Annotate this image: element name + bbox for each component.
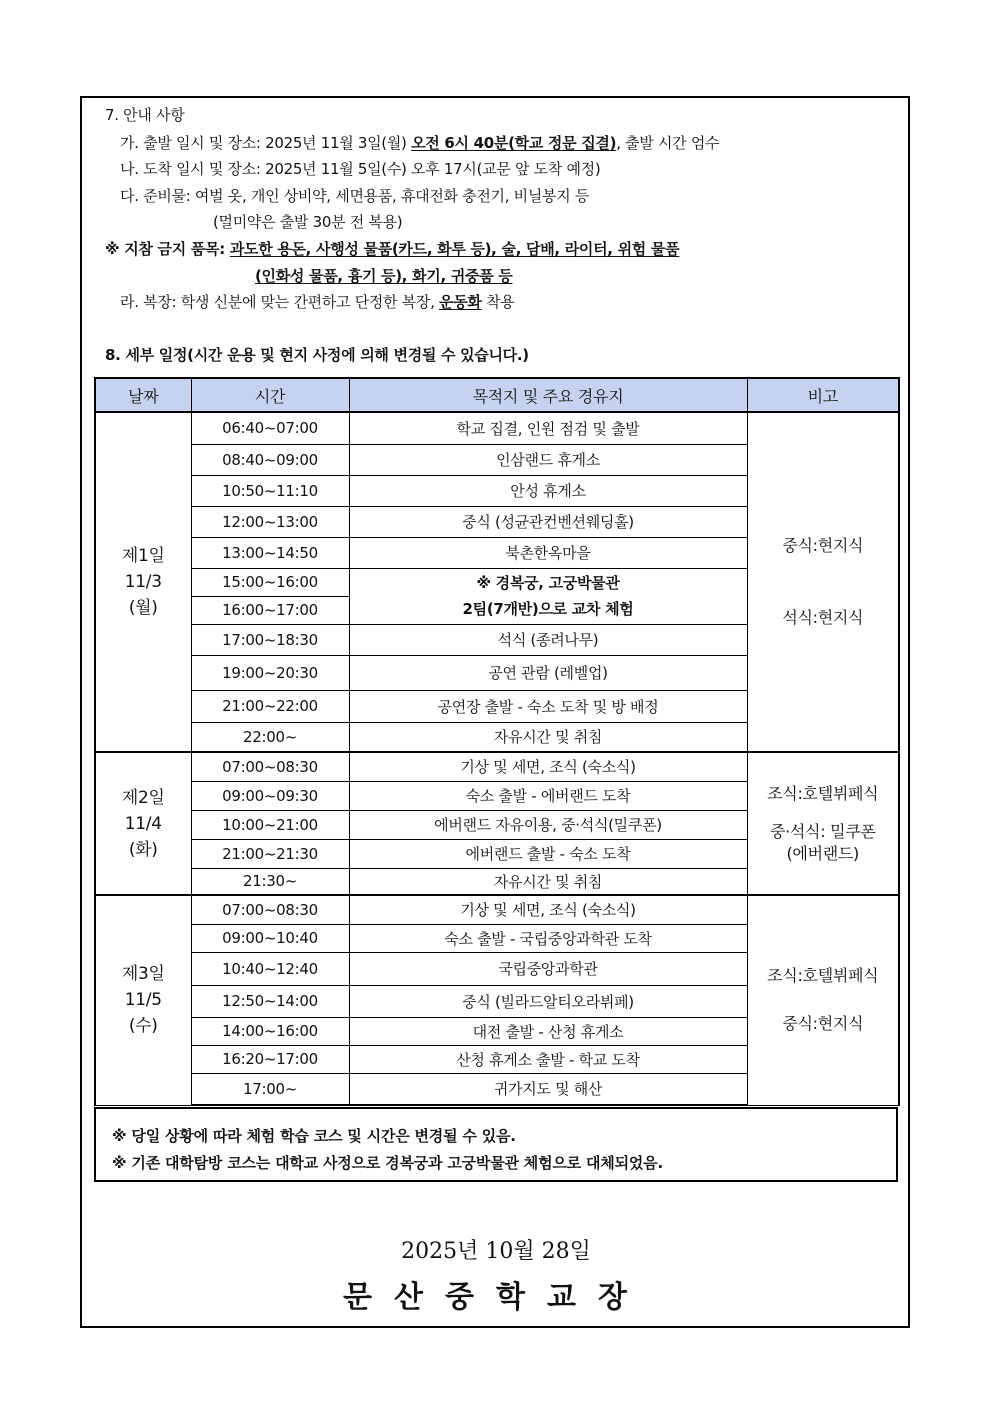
time-cell: 21:00~22:00 xyxy=(191,690,349,722)
header-note: 비고 xyxy=(747,378,899,412)
time-cell: 12:50~14:00 xyxy=(191,985,349,1017)
time-cell: 19:00~20:30 xyxy=(191,655,349,690)
time-cell: 09:00~10:40 xyxy=(191,924,349,952)
banned-items-line1 xyxy=(105,240,679,258)
day-number: 제1일 xyxy=(121,546,165,566)
time-cell: 21:00~21:30 xyxy=(191,839,349,868)
place-cell: 공연 관람 (레벨업) xyxy=(349,655,747,690)
place-cell: 숙소 출발 - 에버랜드 도착 xyxy=(349,781,747,810)
place-cell: 기상 및 세면, 조식 (숙소식) xyxy=(349,752,747,781)
place-cell: 인삼랜드 휴게소 xyxy=(349,444,747,475)
banned-items-label: ※ 지참 금지 품목: xyxy=(105,240,230,258)
time-cell: 06:40~07:00 xyxy=(191,412,349,444)
dress-code-suffix: 착용 xyxy=(481,293,515,311)
time-cell: 07:00~08:30 xyxy=(191,895,349,924)
place-cell: 자유시간 및 취침 xyxy=(349,868,747,895)
note-line: 중식:현지식 xyxy=(782,536,864,555)
table-row xyxy=(95,895,899,924)
place-cell: 국립중앙과학관 xyxy=(349,952,747,985)
footnote: ※ 기존 대학탐방 코스는 대학교 사정으로 경복궁과 고궁박물관 체험으로 대체되었음. xyxy=(112,1154,663,1172)
footnote: ※ 당일 상황에 따라 체험 학습 코스 및 시간은 변경될 수 있음. xyxy=(112,1127,516,1145)
supplies-info: 다. 준비물: 여벌 옷, 개인 상비약, 세면용품, 휴대전화 충전기, 비닐봉지 등 xyxy=(120,187,590,205)
departure-time-emphasis: 오전 6시 40분(학교 정문 집결) xyxy=(411,134,617,152)
place-cell: 북촌한옥마을 xyxy=(349,537,747,568)
place-cell: 에버랜드 자유이용, 중·석식(밀쿠폰) xyxy=(349,810,747,839)
day-date: 11/3 xyxy=(124,572,162,592)
time-cell: 21:30~ xyxy=(191,868,349,895)
place-cell: 귀가지도 및 해산 xyxy=(349,1073,747,1105)
header-date: 날짜 xyxy=(95,378,191,412)
departure-prefix: 가. 출발 일시 및 장소: 2025년 11월 3일(월) xyxy=(120,134,412,152)
arrival-info: 나. 도착 일시 및 장소: 2025년 11월 5일(수) 오후 17시(교문 앞 도착 예정) xyxy=(120,160,601,178)
section7-title: 7. 안내 사항 xyxy=(105,106,185,124)
place-cell: 산청 휴게소 출발 - 학교 도착 xyxy=(349,1045,747,1073)
day-cell xyxy=(95,412,191,752)
banned-items-line2: (인화성 물품, 흉기 등), 화기, 귀중품 등 xyxy=(255,267,513,285)
note-cell xyxy=(747,412,899,752)
note-line: 조식:호텔뷔페식 xyxy=(767,783,879,803)
supplies-note: (멀미약은 출발 30분 전 복용) xyxy=(213,213,403,231)
day-weekday: (월) xyxy=(128,598,158,618)
place-cell: 에버랜드 출발 - 숙소 도착 xyxy=(349,839,747,868)
document-date: 2025년 10월 28일 xyxy=(401,1239,591,1264)
time-cell: 13:00~14:50 xyxy=(191,537,349,568)
place-cell: 기상 및 세면, 조식 (숙소식) xyxy=(349,895,747,924)
time-cell: 22:00~ xyxy=(191,722,349,752)
header-destination: 목적지 및 주요 경유지 xyxy=(349,378,747,412)
time-cell: 08:40~09:00 xyxy=(191,444,349,475)
banned-items-list: 과도한 용돈, 사행성 물품(카드, 화투 등), 술, 담배, 라이터, 위험 물품 xyxy=(229,240,680,258)
note-cell xyxy=(747,752,899,895)
footnotes-box xyxy=(94,1107,898,1182)
place-line: ※ 경복궁, 고궁박물관 xyxy=(476,574,620,592)
note-line: 중·석식: 밀쿠폰 xyxy=(769,821,876,841)
time-cell: 07:00~08:30 xyxy=(191,752,349,781)
time-cell: 10:40~12:40 xyxy=(191,952,349,985)
dress-code-info xyxy=(120,293,514,311)
day-date: 11/4 xyxy=(124,813,162,834)
note-line: 석식:현지식 xyxy=(782,608,864,627)
time-cell: 17:00~ xyxy=(191,1073,349,1105)
note-cell xyxy=(747,895,899,1105)
time-cell: 16:00~17:00 xyxy=(191,596,349,624)
place-cell: 공연장 출발 - 숙소 도착 및 방 배정 xyxy=(349,690,747,722)
header-time: 시간 xyxy=(191,378,349,412)
time-cell: 10:00~21:00 xyxy=(191,810,349,839)
departure-suffix: , 출발 시간 엄수 xyxy=(616,134,720,152)
place-cell: 학교 집결, 인원 점검 및 출발 xyxy=(349,412,747,444)
place-cell-merged xyxy=(349,568,747,624)
place-cell: 석식 (종려나무) xyxy=(349,624,747,655)
time-cell: 10:50~11:10 xyxy=(191,475,349,506)
note-line: 조식:호텔뷔페식 xyxy=(767,966,879,986)
place-cell: 중식 (성균관컨벤션웨딩홀) xyxy=(349,506,747,537)
day-number: 제3일 xyxy=(121,964,165,985)
time-cell: 14:00~16:00 xyxy=(191,1017,349,1045)
day-date: 11/5 xyxy=(124,990,162,1011)
time-cell: 15:00~16:00 xyxy=(191,568,349,596)
place-cell: 중식 (빌라드알티오라뷔페) xyxy=(349,985,747,1017)
table-header-row xyxy=(95,378,899,412)
departure-info xyxy=(120,134,719,152)
schedule-table xyxy=(94,377,900,1106)
time-cell: 17:00~18:30 xyxy=(191,624,349,655)
time-cell: 12:00~13:00 xyxy=(191,506,349,537)
place-cell: 자유시간 및 취침 xyxy=(349,722,747,752)
note-line: (에버랜드) xyxy=(786,843,859,863)
table-row xyxy=(95,412,899,444)
section8-title: 8. 세부 일정(시간 운용 및 현지 사정에 의해 변경될 수 있습니다.) xyxy=(105,346,529,364)
note-line: 중식:현지식 xyxy=(782,1014,864,1034)
dress-code-prefix: 라. 복장: 학생 신분에 맞는 간편하고 단정한 복장, xyxy=(120,293,440,311)
day-number: 제2일 xyxy=(121,787,165,808)
day-weekday: (수) xyxy=(128,1016,158,1037)
issuer-signature: 문산중학교장 xyxy=(343,1280,649,1315)
place-line: 2팀(7개반)으로 교차 체험 xyxy=(462,600,634,618)
time-cell: 16:20~17:00 xyxy=(191,1045,349,1073)
day-weekday: (화) xyxy=(128,839,158,860)
day-cell xyxy=(95,752,191,895)
dress-code-emphasis: 운동화 xyxy=(439,293,482,311)
place-cell: 대전 출발 - 산청 휴게소 xyxy=(349,1017,747,1045)
time-cell: 09:00~09:30 xyxy=(191,781,349,810)
day-cell xyxy=(95,895,191,1105)
place-cell: 안성 휴게소 xyxy=(349,475,747,506)
place-cell: 숙소 출발 - 국립중앙과학관 도착 xyxy=(349,924,747,952)
table-row xyxy=(95,752,899,781)
